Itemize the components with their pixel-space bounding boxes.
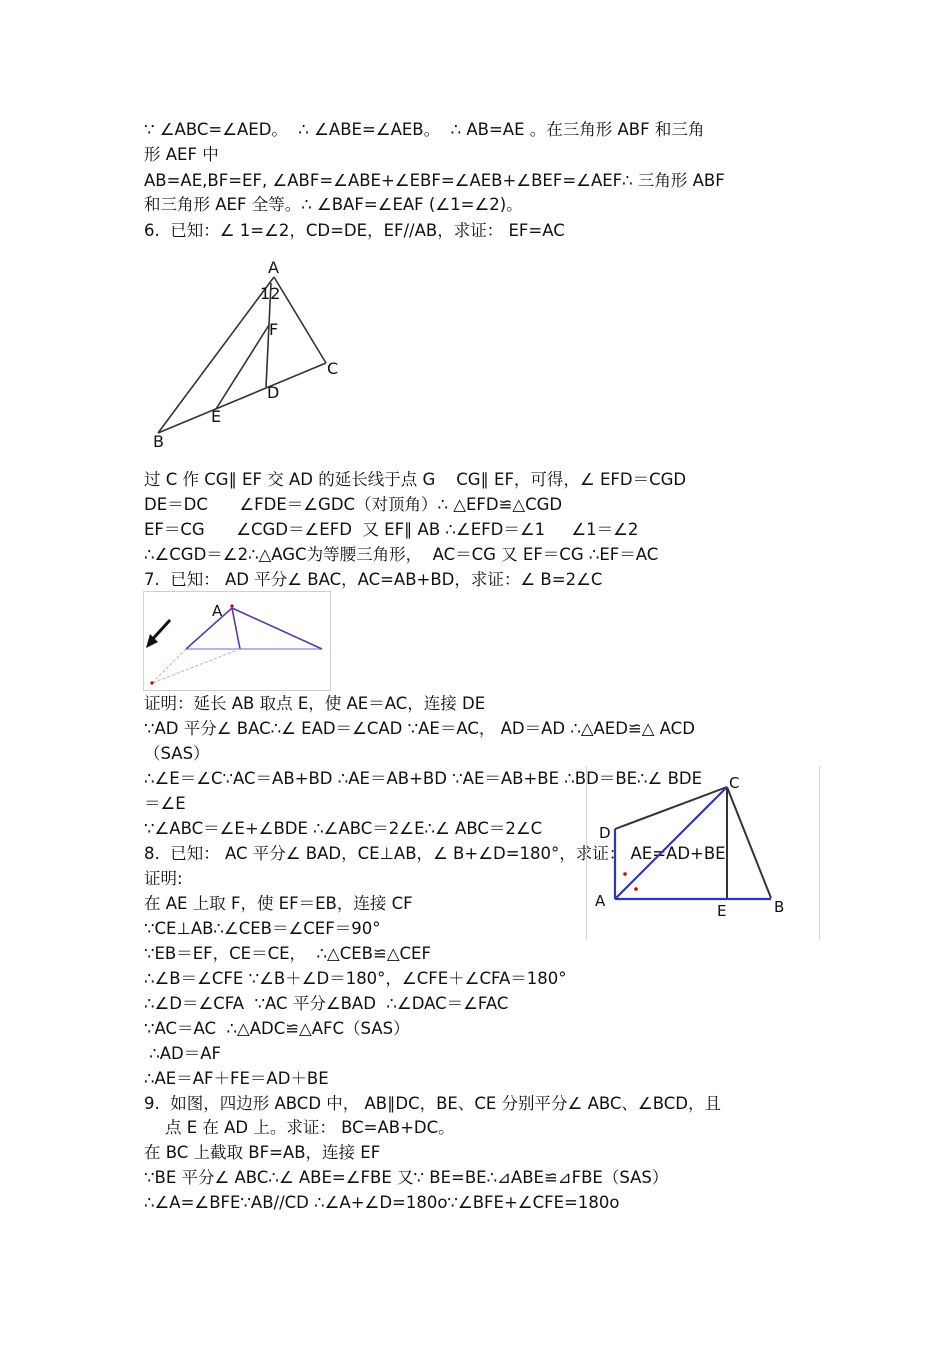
figure-7-triangle: [143, 591, 331, 691]
question-6: 6. 已知：∠ 1=∠2，CD=DE，EF//AB，求证： EF=AC: [144, 221, 565, 240]
question-8: 8. 已知： AC 平分∠ BAD，CE⊥AB，∠ B+∠D=180°，求证： AE=AD+BE: [144, 844, 726, 863]
text-line: ∵EB＝EF，CE＝CE， ∴△CEB≌△CEF: [144, 944, 431, 963]
text-line: （SAS）: [144, 744, 210, 763]
text-line: AB=AE,BF=EF, ∠ABF=∠ABE+∠EBF=∠AEB+∠BEF=∠AEF∴ 三角形 ABF: [144, 171, 725, 190]
label-angles-12: 12: [260, 284, 281, 303]
text-line: 和三角形 AEF 全等。∴ ∠BAF=∠EAF (∠1=∠2)。: [144, 195, 523, 214]
text-line: ∵BE 平分∠ ABC∴∠ ABE=∠FBE 又∵ BE=BE∴⊿ABE≌⊿FBE（SAS）: [144, 1168, 669, 1187]
label-d: D: [267, 383, 280, 402]
text-line: DE＝DC ∠FDE＝∠GDC（对顶角）∴ △EFD≌△CGD: [144, 495, 563, 514]
label-e: E: [717, 902, 727, 920]
question-7: 7. 已知： AD 平分∠ BAC，AC=AB+BD，求证：∠ B=2∠C: [144, 570, 603, 589]
text-line: 证明：延长 AB 取点 E，使 AE＝AC，连接 DE: [144, 694, 486, 713]
text-line: ∴∠D＝∠CFA ∵AC 平分∠BAD ∴∠DAC＝∠FAC: [144, 994, 509, 1013]
text-line: ∴∠B＝∠CFE ∵∠B＋∠D＝180°，∠CFE＋∠CFA＝180°: [144, 969, 567, 988]
arrow-icon: [146, 620, 170, 648]
text-line: ∵ ∠ABC=∠AED。 ∴ ∠ABE=∠AEB。 ∴ AB=AE 。在三角形 ABF 和三角: [144, 120, 705, 139]
text-line: ∵CE⊥AB∴∠CEB＝∠CEF＝90°: [144, 919, 381, 938]
label-e: E: [211, 407, 222, 426]
text-line: 点 E 在 AD 上。求证： BC=AB+DC。: [144, 1118, 455, 1137]
label-c: C: [729, 774, 740, 792]
label-a: A: [595, 892, 606, 910]
text-line: ∴∠A=∠BFE∵AB//CD ∴∠A+∠D=180o∵∠BFE+∠CFE=180o: [144, 1193, 620, 1212]
text-line: 形 AEF 中: [144, 145, 219, 164]
label-a: A: [212, 602, 223, 620]
text-line: 在 AE 上取 F，使 EF＝EB，连接 CF: [144, 894, 413, 913]
text-line: EF＝CG ∠CGD＝∠EFD 又 EF∥ AB ∴∠EFD＝∠1 ∠1＝∠2: [144, 520, 639, 539]
label-c: C: [327, 359, 339, 378]
label-b: B: [774, 898, 785, 916]
figure-6-triangle: [150, 255, 350, 455]
label-b: B: [153, 432, 164, 451]
text-line: ∴AD＝AF: [144, 1044, 222, 1063]
text-line: 在 BC 上截取 BF=AB，连接 EF: [144, 1143, 381, 1162]
figure-8-quadrilateral: [586, 766, 820, 940]
text-line: ∴∠CGD＝∠2∴△AGC为等腰三角形， AC＝CG 又 EF＝CG ∴EF＝AC: [144, 545, 659, 564]
label-d: D: [599, 824, 611, 842]
text-line: ∴∠E＝∠C∵AC＝AB+BD ∴AE＝AB+BD ∵AE＝AB+BE ∴BD＝BE∴∠ BDE: [144, 769, 703, 788]
text-line: ∴AE＝AF＋FE＝AD＋BE: [144, 1069, 329, 1088]
text-line: ∵∠ABC＝∠E+∠BDE ∴∠ABC＝2∠E∴∠ ABC＝2∠C: [144, 819, 543, 838]
text-line: ∵AD 平分∠ BAC∴∠ EAD＝∠CAD ∵AE＝AC， AD＝AD ∴△AED≌△ ACD: [144, 719, 695, 738]
label-a: A: [268, 258, 279, 277]
question-9: 9. 如图，四边形 ABCD 中， AB∥DC，BE、CE 分别平分∠ ABC、∠BCD，且: [144, 1094, 721, 1113]
text-line: 证明:: [144, 869, 183, 888]
text-line: ＝∠E: [144, 794, 186, 813]
label-f: F: [269, 320, 279, 339]
text-line: 过 C 作 CG∥ EF 交 AD 的延长线于点 G CG∥ EF，可得，∠ EFD＝CGD: [144, 470, 687, 489]
text-line: ∵AC＝AC ∴△ADC≌△AFC（SAS）: [144, 1019, 410, 1038]
